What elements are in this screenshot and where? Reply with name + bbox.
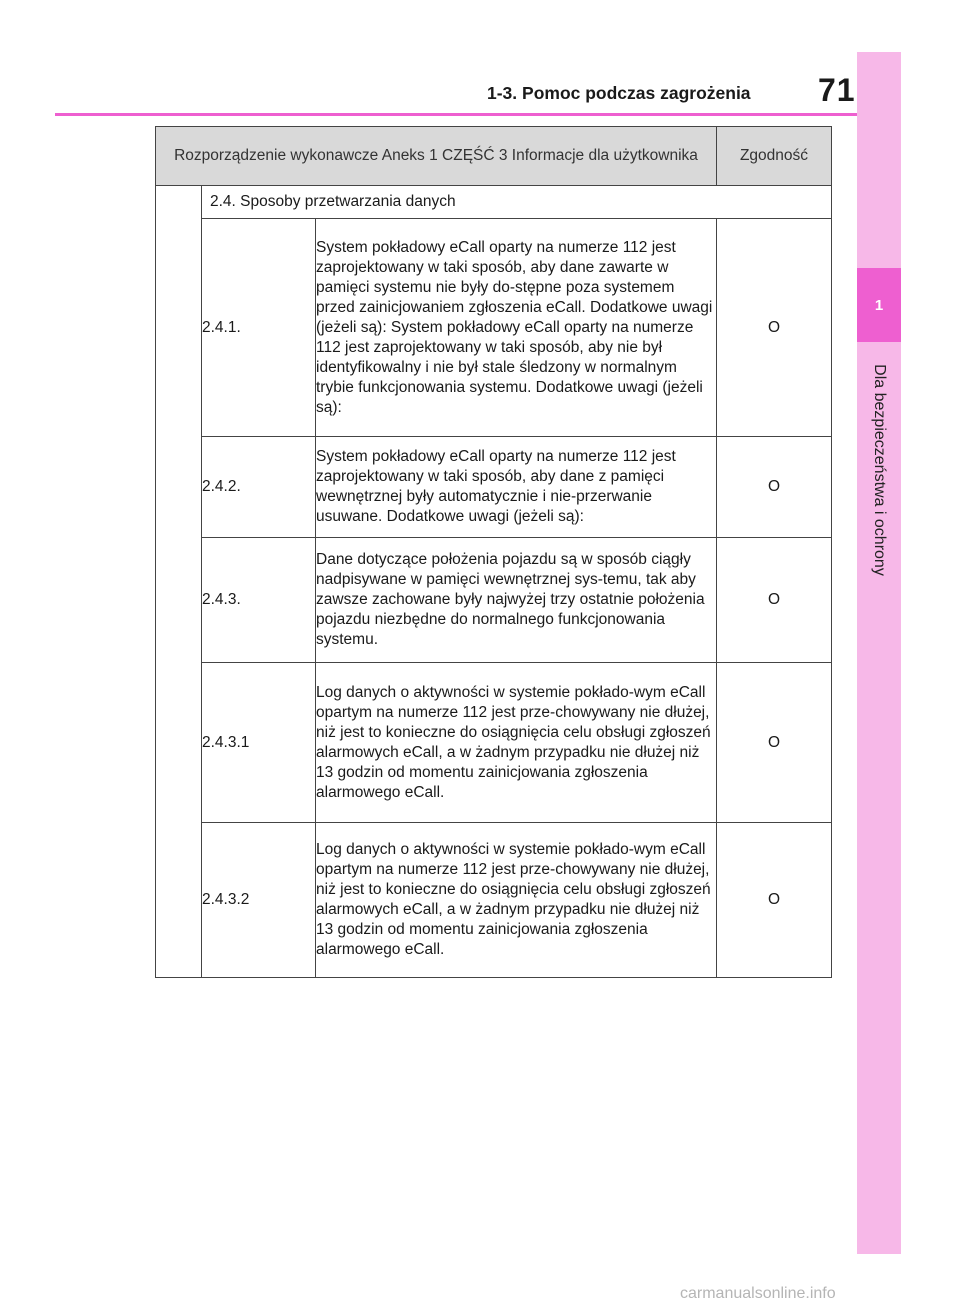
watermark: carmanualsonline.info	[680, 1285, 836, 1302]
compliance-table	[155, 126, 832, 978]
table-row	[156, 538, 832, 663]
page-header-title: 1-3. Pomoc podczas zagrożenia	[487, 83, 751, 103]
row-text: Log danych o aktywności w systemie pokłado-wym eCall opartym na numerze 112 jest prze-chowywany nie dłużej, niż jest to konieczne do osiągnięcia celu obsługi zgłoszeń alarmowych eCall, a w żadnym przypadku nie dłużej niż 13 godzin od momentu zainicjowania zgłoszenia alarmowego eCall.	[316, 663, 717, 823]
table-row	[156, 663, 832, 823]
row-number: 2.4.2.	[202, 437, 316, 538]
row-compliance: O	[717, 538, 832, 663]
row-compliance: O	[717, 437, 832, 538]
section-title: 2.4. Sposoby przetwarzania danych	[202, 186, 832, 219]
table-header-compliance: Zgodność	[717, 127, 832, 186]
header-rule	[55, 113, 857, 116]
row-compliance: O	[717, 219, 832, 437]
chapter-label: Dla bezpieczeństwa i ochrony	[871, 364, 888, 576]
side-band	[857, 52, 901, 1254]
row-number: 2.4.3.1	[202, 663, 316, 823]
row-text: Dane dotyczące położenia pojazdu są w sposób ciągły nadpisywane w pamięci wewnętrznej sys-temu, tak aby zawsze zachowane były najwyżej trzy ostatnie położenia pojazdu niezbędne do normalnego funkcjonowania systemu.	[316, 538, 717, 663]
table-row	[156, 437, 832, 538]
section-row	[156, 186, 832, 219]
row-text: System pokładowy eCall oparty na numerze 112 jest zaprojektowany w taki sposób, aby dane zawarte w pamięci systemu nie były do-stępne poza systemem przed zainicjowaniem zgłoszenia eCall. Dodatkowe uwagi (jeżeli są): System pokładowy eCall oparty na numerze 112 jest zaprojektowany w taki sposób, aby nie był identyfikowalny i nie był stale śledzony w normalnym trybie funkcjonowania systemu. Dodatkowe uwagi (jeżeli są):	[316, 219, 717, 437]
row-compliance: O	[717, 823, 832, 978]
row-number: 2.4.3.	[202, 538, 316, 663]
chapter-tab	[857, 268, 901, 342]
row-compliance: O	[717, 663, 832, 823]
table-row	[156, 219, 832, 437]
row-text: System pokładowy eCall oparty na numerze 112 jest zaprojektowany w taki sposób, aby dane z pamięci wewnętrznej były automatycznie i nie-przerwanie usuwane. Dodatkowe uwagi (jeżeli są):	[316, 437, 717, 538]
page-number: 71	[818, 72, 856, 108]
chapter-number: 1	[874, 296, 884, 314]
row-number: 2.4.1.	[202, 219, 316, 437]
row-number: 2.4.3.2	[202, 823, 316, 978]
row-text: Log danych o aktywności w systemie pokłado-wym eCall opartym na numerze 112 jest prze-chowywany nie dłużej, niż jest to konieczne do osiągnięcia celu obsługi zgłoszeń alarmowych eCall, a w żadnym przypadku nie dłużej niż 13 godzin od momentu zainicjowania zgłoszenia alarmowego eCall.	[316, 823, 717, 978]
indent-cell	[156, 186, 202, 978]
table-header-regulation: Rozporządzenie wykonawcze Aneks 1 CZĘŚĆ 3 Informacje dla użytkownika	[156, 127, 717, 186]
table-row	[156, 823, 832, 978]
table-header-row	[156, 127, 832, 186]
